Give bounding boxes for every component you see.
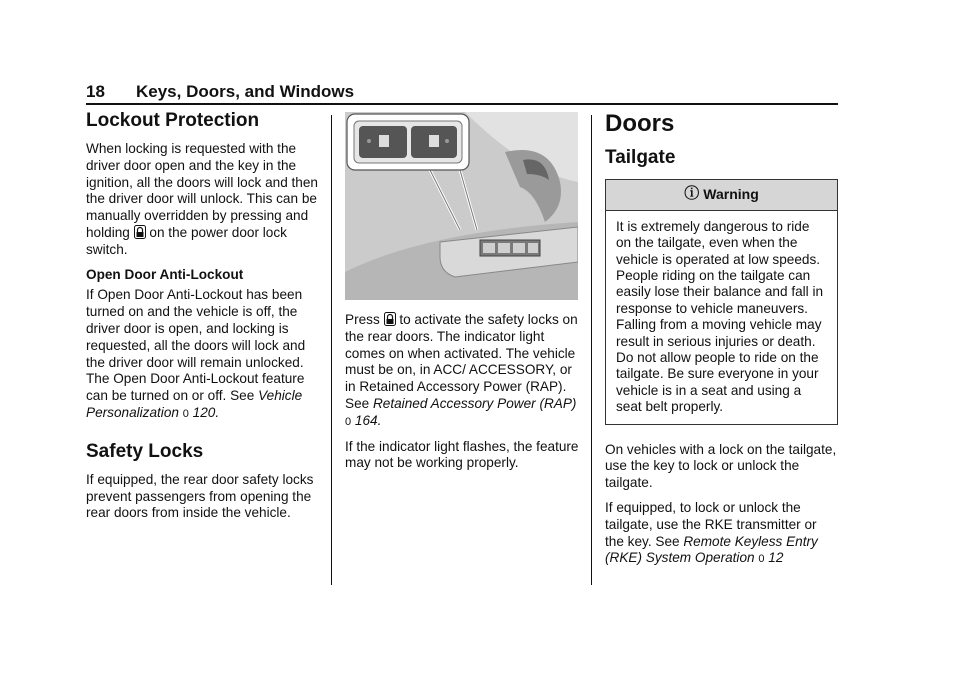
page-ref-arrow: 0	[758, 553, 765, 566]
safety-locks-text: to activate the safety locks on the rear doors. The indicator light comes on when activated. The vehicle must be on, in ACC/ ACCESSORY, or in Retained Accessory Power (RAP). See	[345, 312, 578, 411]
safety-locks-paragraph: If equipped, the rear door safety locks prevent passengers from opening the rear doors from inside the vehicle.	[86, 471, 314, 521]
column-right	[605, 110, 838, 576]
lock-button-icon	[134, 225, 146, 239]
anti-lockout-text: If Open Door Anti-Lockout has been turned on and the vehicle is off, the driver door is open, and locking is requested, all the doors will lock and the driver door will remain unlocked. The Open Door Anti-Lockout feature can be turned on or off. See	[86, 287, 306, 404]
indicator-flash-paragraph: If the indicator light flashes, the feature may not be working properly.	[345, 438, 579, 471]
page-ref-arrow: 0	[345, 415, 352, 428]
rap-link[interactable]: Retained Accessory Power (RAP)	[372, 395, 577, 411]
tailgate-heading: Tailgate	[605, 147, 676, 168]
column-divider-left	[331, 115, 332, 585]
column-divider-right	[591, 115, 592, 585]
press-text: Press	[345, 312, 380, 327]
column-left	[86, 110, 322, 530]
tailgate-rke-paragraph	[605, 500, 838, 568]
warning-box	[605, 179, 838, 425]
lockout-text-b: on the power door lock switch.	[86, 224, 287, 257]
header-rule	[86, 103, 838, 105]
vehicle-personalization-link[interactable]: Vehicle Personalization	[86, 388, 303, 420]
rke-link[interactable]: Remote Keyless Entry (RKE) System Operation	[605, 533, 818, 566]
safety-locks-instructions: Press to activate the safety locks on the rear doors. The indicator light comes on when activated. The vehicle must be on, in ACC/ ACCESSORY, or in Retained Accessory Power (RAP). See Retained Accessory Power (RAP) 0 164.	[345, 312, 578, 428]
safety-locks-heading: Safety Locks	[86, 440, 204, 462]
safety-lock-button-icon	[384, 312, 396, 326]
warning-title: Warning	[703, 186, 759, 203]
anti-lockout-paragraph: If Open Door Anti-Lockout has been turned on and the vehicle is off, the driver door is open, and locking is requested, all the doors will lock and the driver door will remain unlocked. The Open Door Anti-Lockout feature can be turned on or off. See Vehicle Personalization 0 120.	[86, 287, 306, 420]
page-ref-number[interactable]: 120	[192, 404, 216, 420]
page-ref-number[interactable]: 164	[354, 412, 378, 428]
page-number: 18	[86, 82, 105, 101]
lockout-text-a: When locking is requested with the driver door open and the key in the ignition, all the doors will lock and then the driver door will unlock. This can be manually overridden by pressing and holding	[86, 141, 318, 240]
lockout-protection-heading: Lockout Protection	[86, 110, 260, 131]
page-ref-arrow: 0	[182, 407, 189, 420]
column-middle	[345, 112, 581, 480]
warning-text: It is extremely dangerous to ride on the tailgate, even when the vehicle is operated at low speeds. People riding on the tailgate can easily lose their balance and fall in response to vehicle maneuvers. Falling from a moving vehicle may result in serious injuries or death. Do not allow people to ride on the tailgate. Be sure everyone in your vehicle is in a seat and using a seat belt properly.	[616, 218, 824, 415]
tailgate-rke-text: If equipped, to lock or unlock the tailgate, use the RKE transmitter or the key. See	[605, 500, 817, 549]
lockout-protection-paragraph	[86, 141, 322, 259]
door-lock-switch-illustration	[345, 112, 578, 300]
warning-header	[606, 180, 837, 211]
doors-heading: Doors	[605, 110, 675, 137]
page-ref-number[interactable]: 12	[768, 550, 784, 566]
open-door-anti-lockout-heading: Open Door Anti-Lockout	[86, 266, 244, 282]
section-title: Keys, Doors, and Windows	[136, 82, 355, 101]
tailgate-key-paragraph: On vehicles with a lock on the tailgate, use the key to lock or unlock the tailgate.	[605, 441, 837, 491]
door-panel-drawing	[345, 112, 578, 300]
warning-icon: ⓘ	[684, 185, 700, 203]
